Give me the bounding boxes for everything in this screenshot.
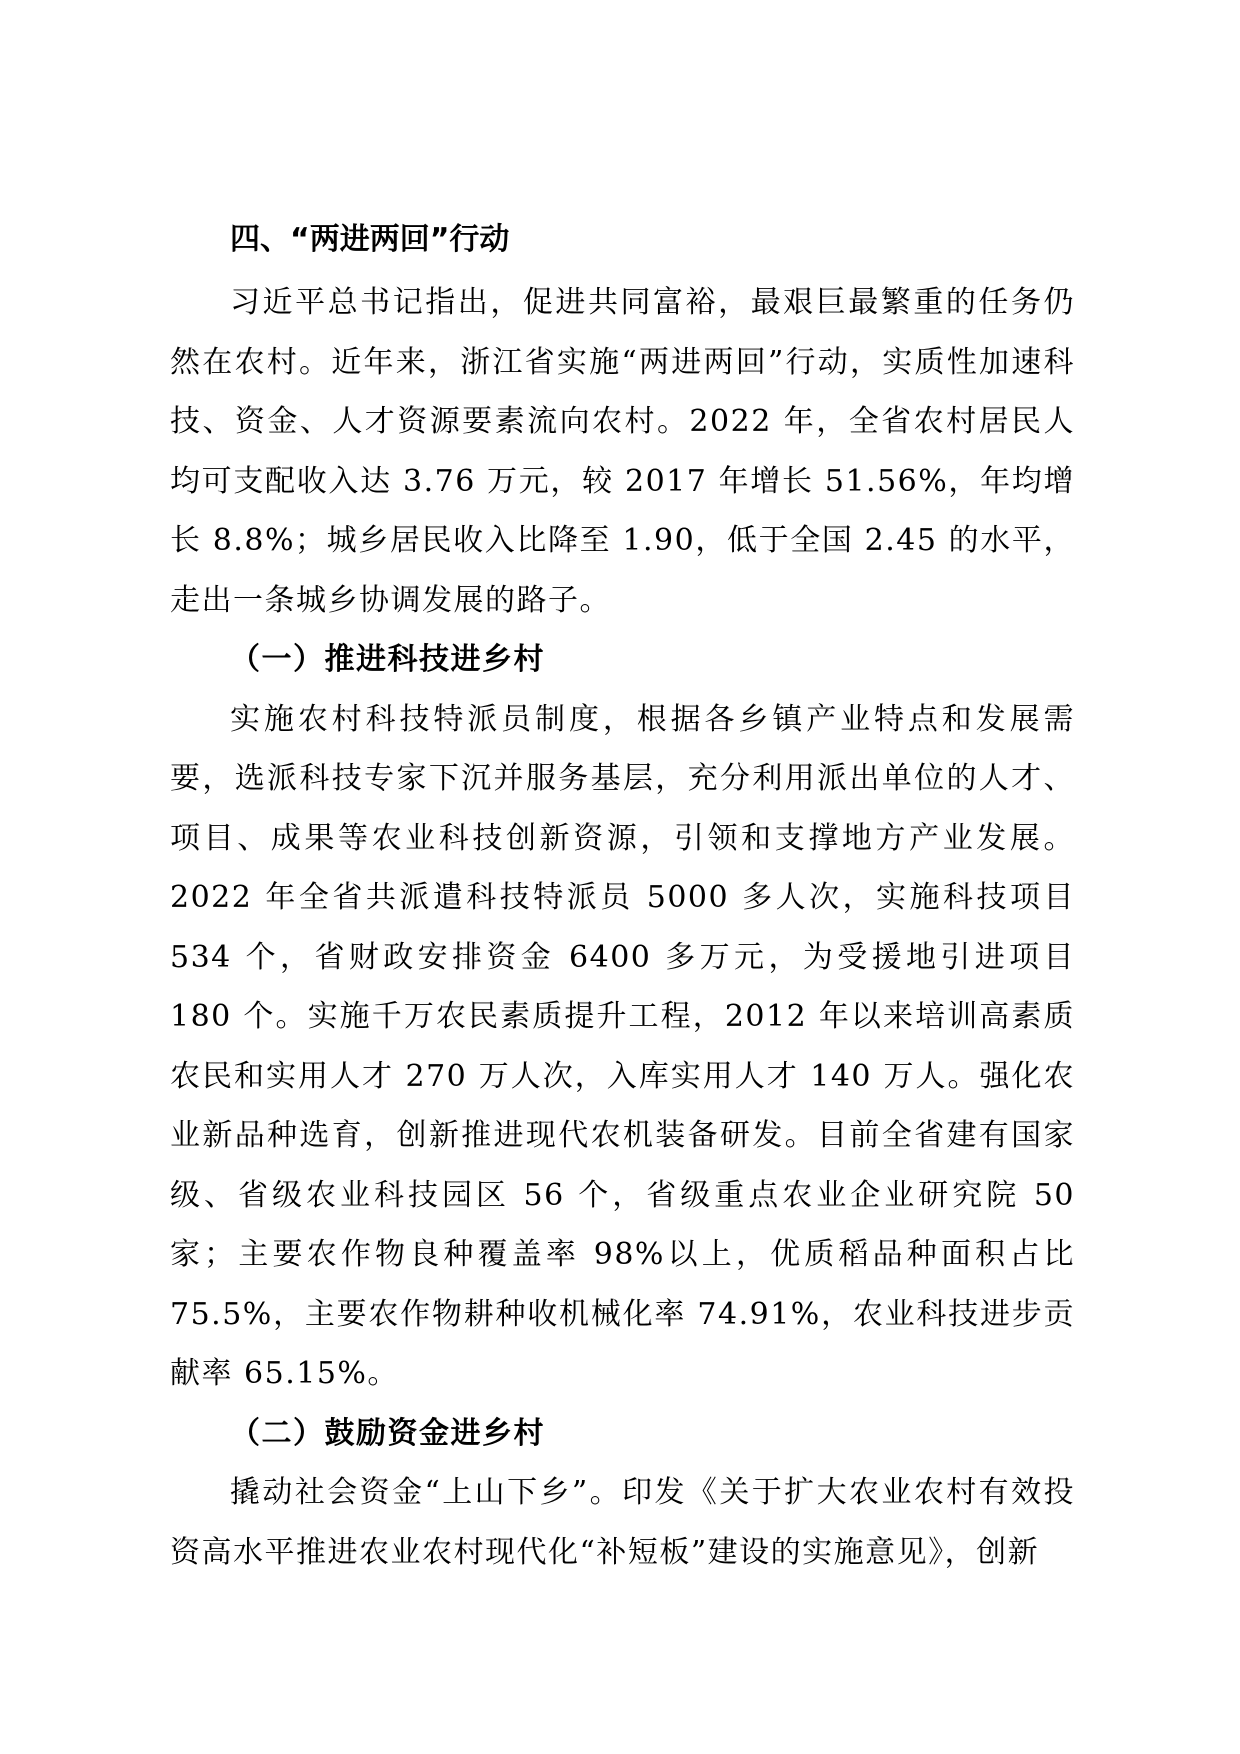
subsection-1-paragraph: 实施农村科技特派员制度，根据各乡镇产业特点和发展需要，选派科技专家下沉并服务基层，充分利用派出单位的人才、项目、成果等农业科技创新资源，引领和支撑地方产业发展。2022 年全省共派遣科技特派员 5000 多人次，实施科技项目 534 个，省财政安排资金 6400 多万元，为受援地引进项目 180 个。实施千万农民素质提升工程，2012 年以来培训高素质农民和实用人才 270 万人次，入库实用人才 140 万人。强化农业新品种选育，创新推进现代农机装备研发。目前全省建有国家级、省级农业科技园区 56 个，省级重点农业企业研究院 50 家；主要农作物良种覆盖率 98%以上，优质稻品种面积占比 75.5%，主要农作物耕种收机械化率 74.91%，农业科技进步贡献率 65.15%。: [170, 701, 1075, 1391]
section-heading: 四、“两进两回”行动: [230, 222, 510, 257]
document-page: [170, 210, 1075, 1582]
subsection-2-paragraph: 撬动社会资金“上山下乡”。印发《关于扩大农业农村有效投资高水平推进农业农村现代化“补短板”建设的实施意见》，创新: [170, 1475, 1075, 1570]
subsection-1-heading: （一）推进科技进乡村: [230, 642, 545, 677]
section-intro-paragraph: 习近平总书记指出，促进共同富裕，最艰巨最繁重的任务仍然在农村。近年来，浙江省实施“两进两回”行动，实质性加速科技、资金、人才资源要素流向农村。2022 年，全省农村居民人均可支配收入达 3.76 万元，较 2017 年增长 51.56%，年均增长 8.8%；城乡居民收入比降至 1.90，低于全国 2.45 的水平，走出一条城乡协调发展的路子。: [170, 285, 1075, 618]
subsection-2-heading: （二）鼓励资金进乡村: [230, 1415, 545, 1451]
